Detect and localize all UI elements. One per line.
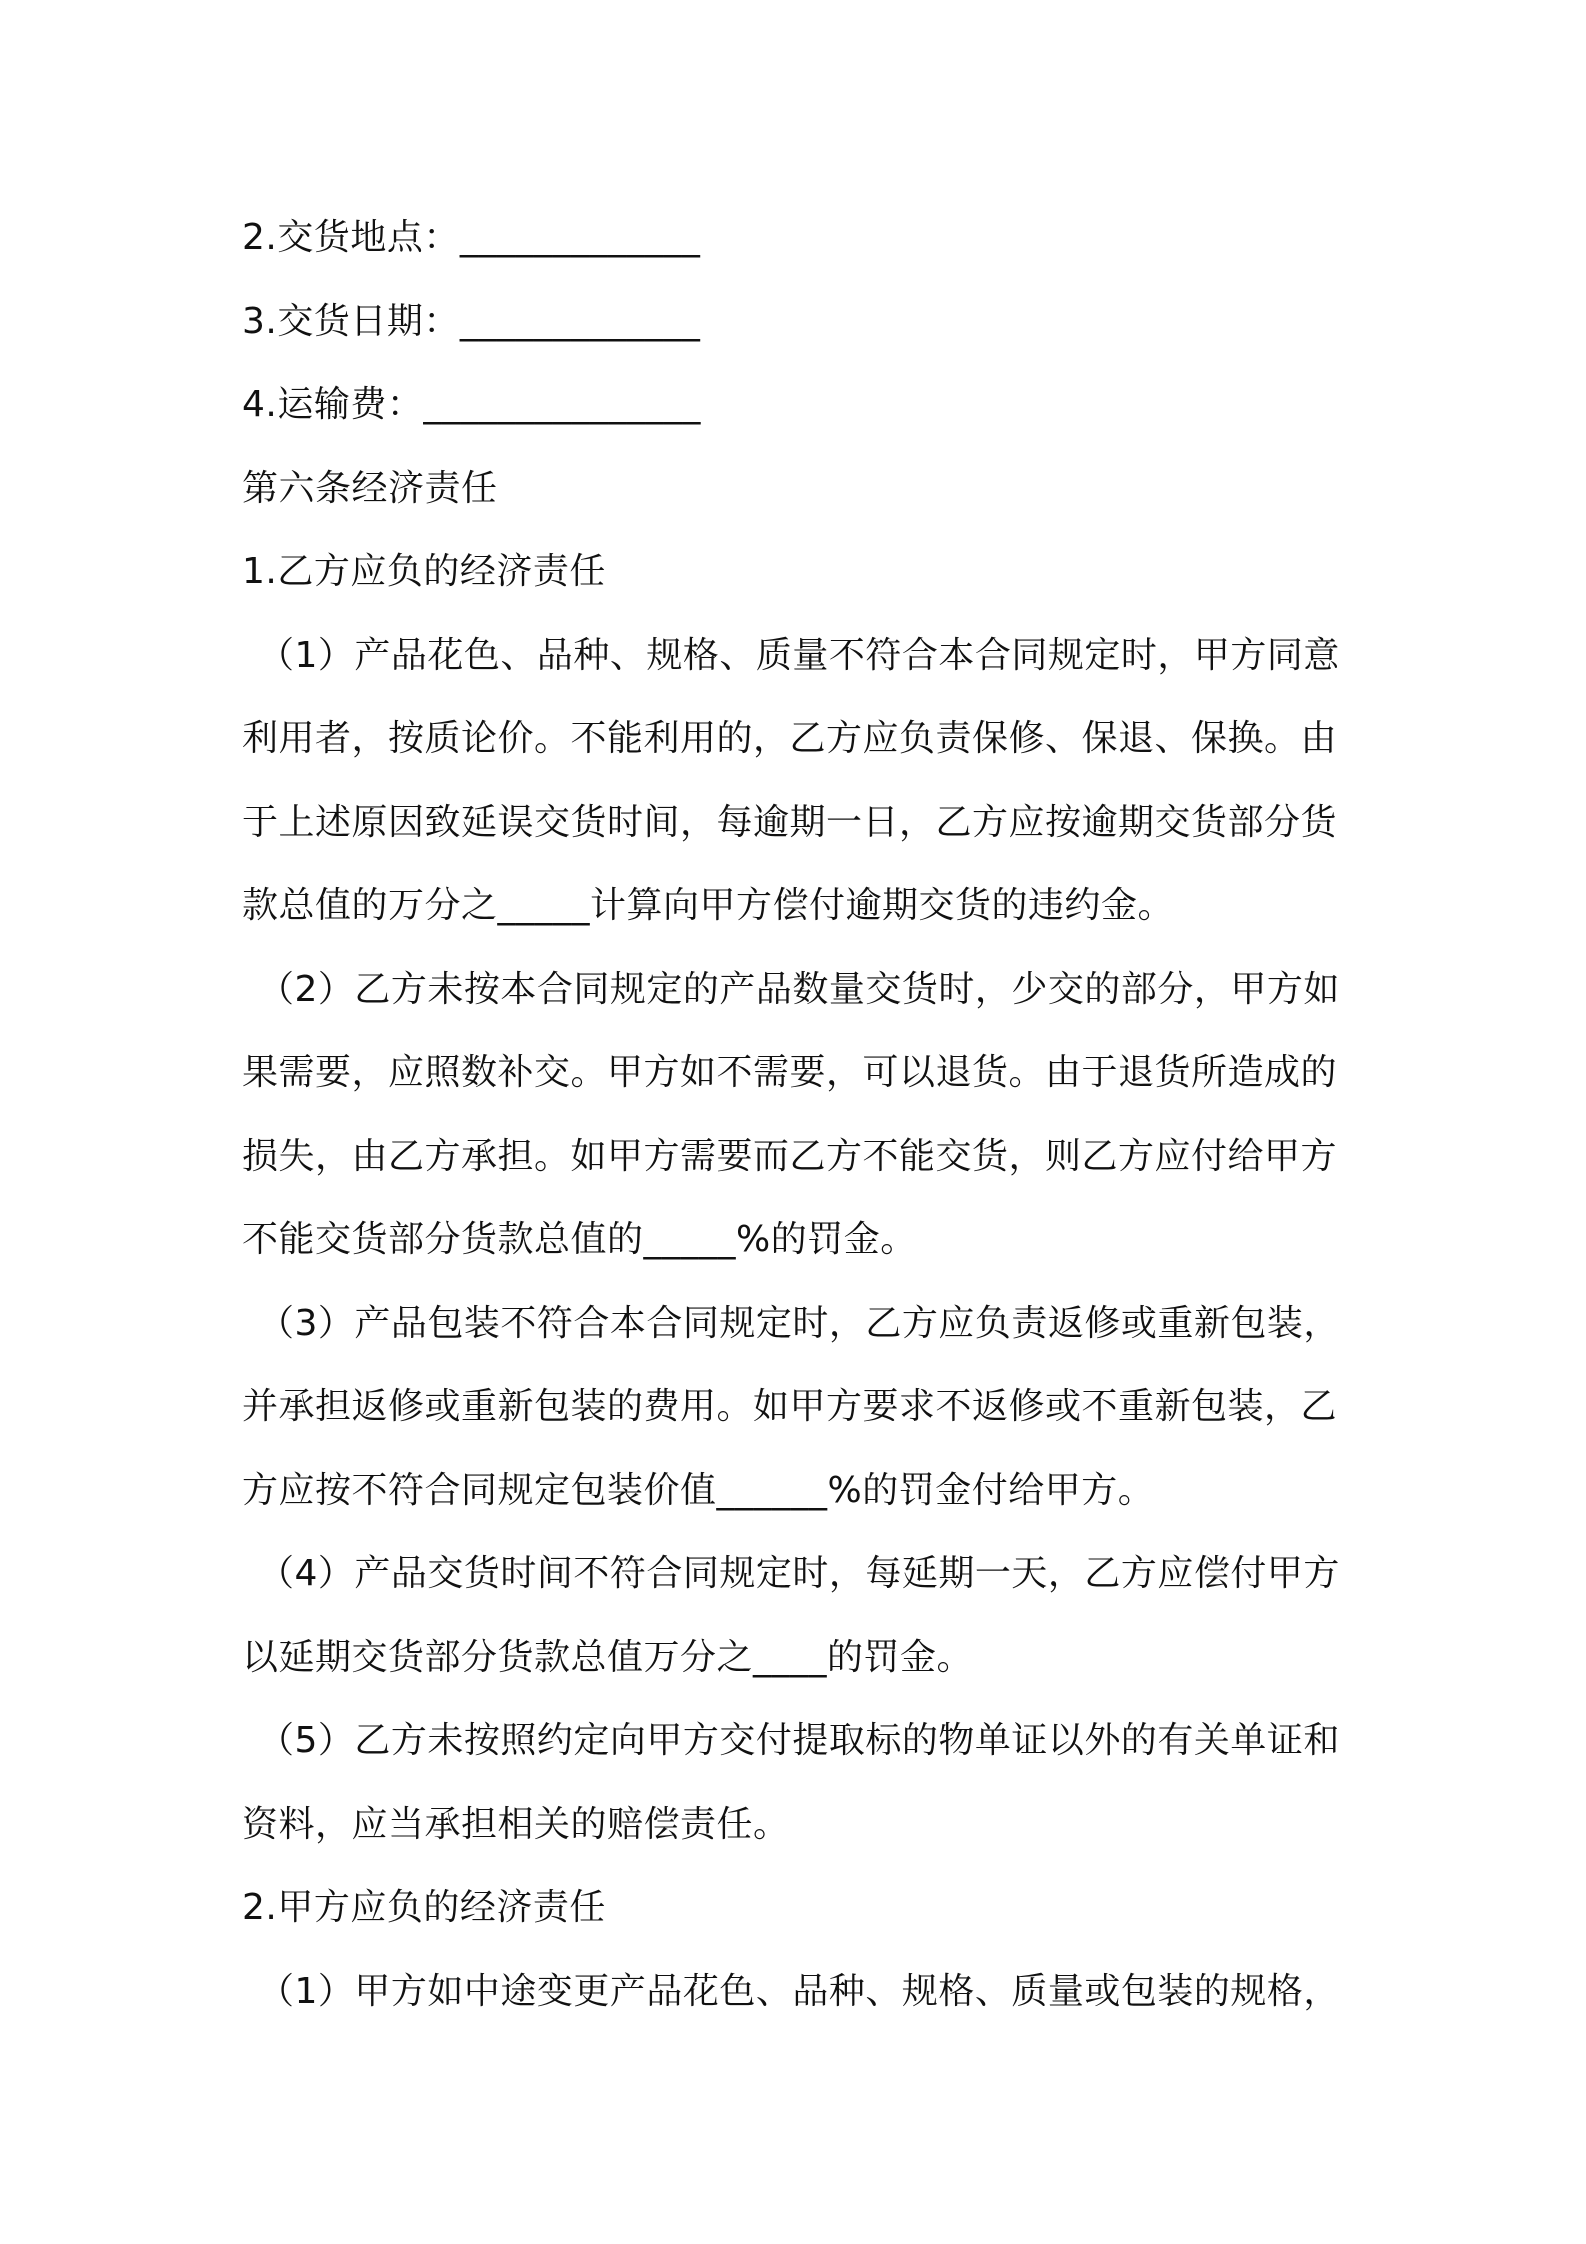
paragraph-line: 并承担返修或重新包装的费用。如甲方要求不返修或不重新包装，乙 (242, 1386, 1338, 1427)
subheading-party-a-liability: 2.甲方应负的经济责任 (242, 1887, 606, 1928)
paragraph-line: 以延期交货部分货款总值万分之____的罚金。 (242, 1636, 974, 1678)
paragraph-line: 资料，应当承担相关的赔偿责任。 (242, 1803, 790, 1845)
paragraph-line: 款总值的万分之_____计算向甲方偿付逾期交货的违约金。 (242, 885, 1175, 926)
subheading-party-b-liability: 1.乙方应负的经济责任 (242, 551, 606, 592)
paragraph-line: 果需要，应照数补交。甲方如不需要，可以退货。由于退货所造成的 (242, 1052, 1338, 1093)
paragraph-line: 损失，由乙方承担。如甲方需要而乙方不能交货，则乙方应付给甲方 (242, 1135, 1338, 1177)
contract-text (242, 196, 1357, 2033)
paragraph-line: 方应按不符合同规定包装价值______%的罚金付给甲方。 (242, 1469, 1155, 1511)
paragraph-line: （2）乙方未按本合同规定的产品数量交货时，少交的部分，甲方如 (258, 968, 1340, 1010)
paragraph-line: 于上述原因致延误交货时间，每逾期一日，乙方应按逾期交货部分货 (242, 801, 1338, 843)
text-line-delivery-location: 2.交货地点：_____________ (242, 217, 701, 258)
paragraph-line: （4）产品交货时间不符合同规定时，每延期一天，乙方应偿付甲方 (258, 1553, 1340, 1594)
paragraph-line: （1）甲方如中途变更产品花色、品种、规格、质量或包装的规格， (258, 1970, 1340, 2012)
text-line-transport-fee: 4.运输费：_______________ (242, 384, 701, 425)
paragraph-line: （1）产品花色、品种、规格、质量不符合本合同规定时，甲方同意 (258, 634, 1340, 676)
section-heading-article-6: 第六条经济责任 (242, 467, 498, 509)
paragraph-line: （5）乙方未按照约定向甲方交付提取标的物单证以外的有关单证和 (258, 1720, 1340, 1761)
paragraph-line: 利用者，按质论价。不能利用的，乙方应负责保修、保退、保换。由 (242, 718, 1338, 759)
text-line-delivery-date: 3.交货日期：_____________ (242, 300, 701, 342)
paragraph-line: （3）产品包装不符合本合同规定时，乙方应负责返修或重新包装， (258, 1302, 1340, 1344)
paragraph-line: 不能交货部分货款总值的_____%的罚金。 (242, 1219, 917, 1260)
